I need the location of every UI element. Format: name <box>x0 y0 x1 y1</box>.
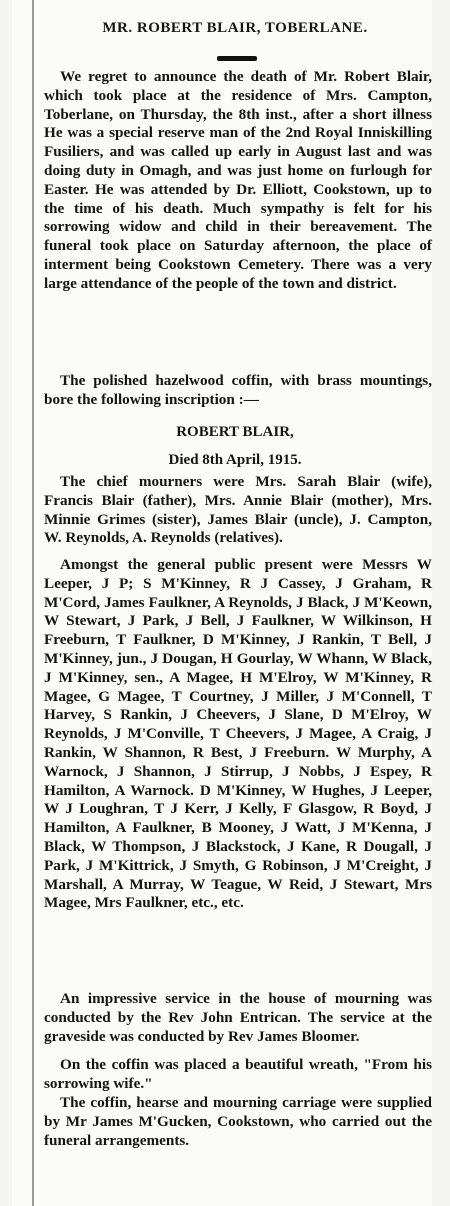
paragraph-text: The chief mourners were Mrs. Sarah Blair (wife), Francis Blair (father), Mrs. Annie Blair (mother), Mrs. Minnie Grimes (sister), James Blair (uncle), J. Campton, W. Reynolds, A. Reynolds (relatives). <box>44 473 432 547</box>
newspaper-clipping <box>12 0 432 1206</box>
inscription-name: ROBERT BLAIR, <box>176 424 294 440</box>
paragraph-text: An impressive service in the house of mourning was conducted by the Rev John Entrican. The service at the graveside was conducted by Rev James Bloomer. <box>44 990 432 1045</box>
paragraph-general-public <box>44 556 432 913</box>
paragraph-service <box>44 990 432 1046</box>
paragraph-text: We regret to announce the death of Mr. Robert Blair, which took place at the residence of Mrs. Campton, Toberlane, on Thursday, the 8th inst., after a short illness He was a special reserve man of the 2nd Royal Inniskilling Fusiliers, and was called up early in August last and was doing duty in Omagh, and was just home on furlough for Easter. He was attended by Dr. Elliott, Cookstown, up to the time of his death. Much sympathy is felt for his sorrowing widow and child in their bereavement. The funeral took place on Saturday afternoon, the place of interment being Cookstown Cemetery. There was a very large attendance of the people of the town and district. <box>44 68 432 292</box>
column-rule <box>32 0 34 1206</box>
paragraph-text: On the coffin was placed a beautiful wreath, "From his sorrowing wife." <box>44 1056 432 1092</box>
inscription-date: Died 8th April, 1915. <box>168 452 302 468</box>
paragraph-wreath <box>44 1056 432 1094</box>
paragraph-death-notice <box>44 68 432 294</box>
paragraph-arrangements <box>44 1094 432 1150</box>
article-title: MR. ROBERT BLAIR, TOBERLANE. <box>102 20 368 36</box>
paragraph-text: Amongst the general public present were Messrs W Leeper, J P; S M'Kinney, R J Cassey, J Graham, R M'Cord, James Faulkner, A Reynolds, J Black, J M'Keown, W Stewart, J Park, J Bell, J Faulkner, W Wilkinson, H Freeburn, T Faulkner, D M'Kinney, J Rankin, T Bell, J M'Kinney, jun., J Dougan, H Gourlay, W Whann, W Black, J M'Kinney, sen., A Magee, H M'Elroy, W M'Kinney, R Magee, G Magee, T Courtney, J Miller, J M'Connell, T Harvey, S Rankin, J Cheevers, J Slane, D M'Elroy, W Reynolds, J M'Conville, T Cheevers, J Magee, A Craig, J Rankin, W Shannon, R Best, J Freeburn. W Murphy, A Warnock, J Shannon, J Stirrup, J Nobbs, J Espey, R Hamilton, A Warnock. D M'Kinney, W Hughes, J Leeper, W J Loughran, T J Kerr, J Kelly, F Glasgow, R Boyd, J Hamilton, A Faulkner, B Mooney, J Watt, J M'Kenna, J Black, W Thompson, J Blackstock, J Kane, R Dougall, J Park, J M'Kittrick, J Smyth, G Robinson, J M'Creight, J Marshall, A Murray, W Teague, W Reid, J Stewart, Mrs Magee, Mrs Faulkner, etc., etc. <box>44 556 432 912</box>
paragraph-coffin <box>44 372 432 410</box>
title-divider <box>217 56 257 61</box>
paragraph-chief-mourners <box>44 473 432 548</box>
paragraph-text: The polished hazelwood coffin, with brass mountings, bore the following inscription :— <box>44 372 432 408</box>
paragraph-text: The coffin, hearse and mourning carriage were supplied by Mr James M'Gucken, Cookstown, who carried out the funeral arrangements. <box>44 1094 432 1149</box>
